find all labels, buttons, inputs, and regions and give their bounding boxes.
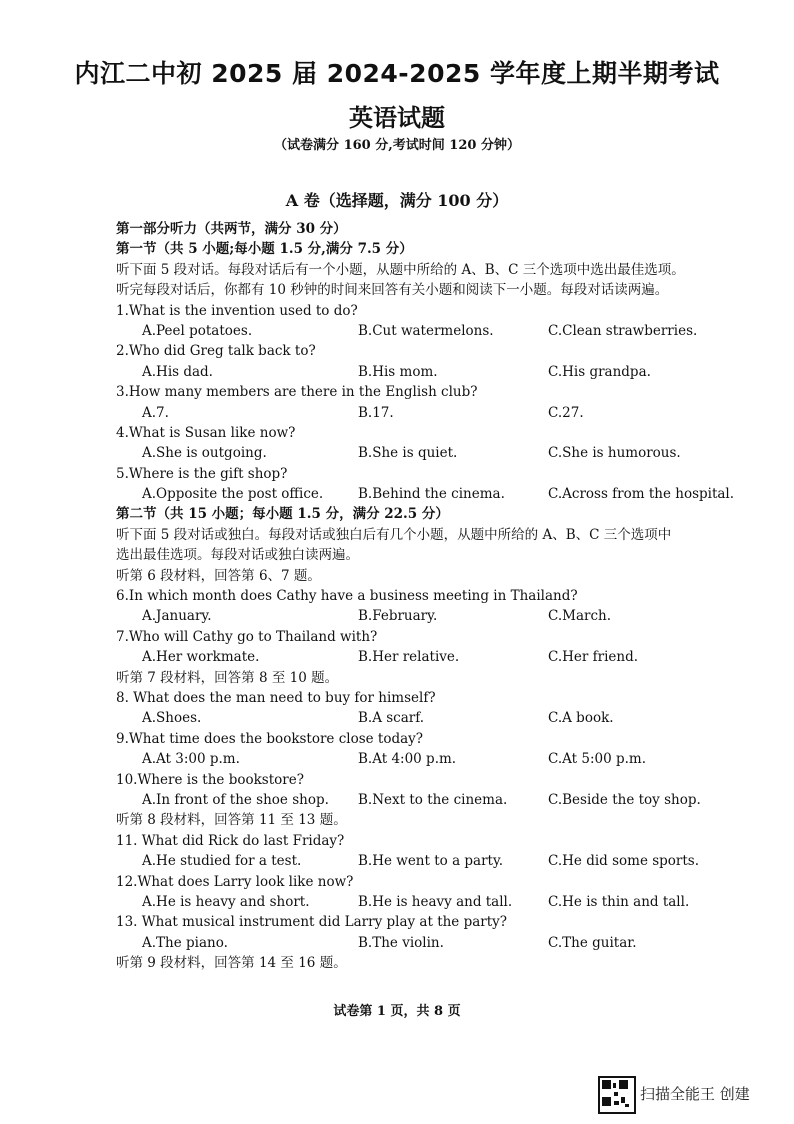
option-c: C.At 5:00 p.m. xyxy=(548,751,647,768)
option-b: B.Next to the cinema. xyxy=(358,791,508,808)
text-line: 听第 8 段材料，回答第 11 至 13 题。 xyxy=(116,812,347,829)
option-a: A.She is outgoing. xyxy=(142,445,267,462)
text-line: 9.What time does the bookstore close today? xyxy=(116,730,424,747)
text-line: 1.What is the invention used to do? xyxy=(116,302,358,319)
exam-note: （试卷满分 160 分,考试时间 120 分钟） xyxy=(274,138,520,153)
option-b: B.His mom. xyxy=(358,363,438,380)
answer-options xyxy=(116,708,736,728)
exam-title: 内江二中初 2025 届 2024-2025 学年度上期半期考试 xyxy=(74,59,720,88)
text-line: 听下面 5 段对话。每段对话后有一个小题，从题中所给的 A、B、C 三个选项中选出最佳选项。 xyxy=(116,261,685,278)
option-b: B.At 4:00 p.m. xyxy=(358,751,457,768)
text-line: 12.What does Larry look like now? xyxy=(116,873,354,890)
option-a: A.Shoes. xyxy=(142,710,202,727)
option-c: C.She is humorous. xyxy=(548,445,681,462)
section-heading: 第二节（共 15 小题；每小题 1.5 分，满分 22.5 分） xyxy=(116,506,449,523)
text-line: 听第 7 段材料，回答第 8 至 10 题。 xyxy=(116,669,339,686)
option-b: B.Cut watermelons. xyxy=(358,322,494,339)
text-line: 听第 6 段材料，回答第 6、7 题。 xyxy=(116,567,321,584)
option-c: C.Beside the toy shop. xyxy=(548,791,701,808)
option-c: C.Clean strawberries. xyxy=(548,322,698,339)
question-list xyxy=(116,219,736,973)
option-b: B.17. xyxy=(358,404,394,421)
text-line: 11. What did Rick do last Friday? xyxy=(116,832,345,849)
option-b: B.He went to a party. xyxy=(358,853,504,870)
option-c: C.He did some sports. xyxy=(548,853,700,870)
exam-subject: 英语试题 xyxy=(349,104,445,132)
option-c: C.Her friend. xyxy=(548,649,639,666)
option-c: C.He is thin and tall. xyxy=(548,893,690,910)
option-a: A.At 3:00 p.m. xyxy=(142,751,240,768)
option-a: A.The piano. xyxy=(142,934,228,951)
answer-options xyxy=(116,647,736,667)
text-line: 6.In which month does Cathy have a business meeting in Thailand? xyxy=(116,588,578,605)
answer-options xyxy=(116,749,736,769)
page-footer: 试卷第 1 页，共 8 页 xyxy=(333,1004,461,1019)
option-c: C.27. xyxy=(548,404,584,421)
option-b: B.The violin. xyxy=(358,934,444,951)
option-c: C.The guitar. xyxy=(548,934,637,951)
text-line: 7.Who will Cathy go to Thailand with? xyxy=(116,628,378,645)
option-c: C.Across from the hospital. xyxy=(548,486,735,503)
option-b: B.A scarf. xyxy=(358,710,425,727)
option-c: C.A book. xyxy=(548,710,614,727)
text-line: 听下面 5 段对话或独白。每段对话或独白后有几个小题，从题中所给的 A、B、C 三个选项中 xyxy=(116,526,672,543)
section-heading: 第一节（共 5 小题;每小题 1.5 分,满分 7.5 分） xyxy=(116,241,413,258)
option-a: A.Her workmate. xyxy=(142,649,260,666)
qr-code-icon xyxy=(598,1076,636,1114)
text-line: 13. What musical instrument did Larry play at the party? xyxy=(116,914,508,931)
scanner-watermark: 扫描全能王 创建 xyxy=(640,1085,750,1103)
answer-options xyxy=(116,443,736,463)
text-line: 3.How many members are there in the English club? xyxy=(116,384,478,401)
answer-options xyxy=(116,851,736,871)
option-a: A.His dad. xyxy=(142,363,213,380)
answer-options xyxy=(116,321,736,341)
option-a: A.He studied for a test. xyxy=(142,853,302,870)
option-c: C.His grandpa. xyxy=(548,363,651,380)
answer-options xyxy=(116,362,736,382)
answer-options xyxy=(116,606,736,626)
answer-options xyxy=(116,892,736,912)
option-b: B.She is quiet. xyxy=(358,445,458,462)
option-a: A.Peel potatoes. xyxy=(142,322,253,339)
answer-options xyxy=(116,484,736,504)
section-a-heading: A 卷（选择题，满分 100 分） xyxy=(285,191,509,210)
option-c: C.March. xyxy=(548,608,612,625)
option-b: B.February. xyxy=(358,608,438,625)
option-b: B.He is heavy and tall. xyxy=(358,893,513,910)
answer-options xyxy=(116,790,736,810)
text-line: 听第 9 段材料，回答第 14 至 16 题。 xyxy=(116,955,347,972)
option-b: B.Behind the cinema. xyxy=(358,486,505,503)
option-a: A.In front of the shoe shop. xyxy=(142,791,329,808)
option-a: A.Opposite the post office. xyxy=(142,486,324,503)
option-a: A.January. xyxy=(142,608,212,625)
answer-options xyxy=(116,403,736,423)
text-line: 10.Where is the bookstore? xyxy=(116,771,304,788)
text-line: 4.What is Susan like now? xyxy=(116,424,296,441)
option-b: B.Her relative. xyxy=(358,649,460,666)
text-line: 选出最佳选项。每段对话或独白读两遍。 xyxy=(116,547,359,564)
answer-options xyxy=(116,933,736,953)
text-line: 5.Where is the gift shop? xyxy=(116,465,288,482)
option-a: A.He is heavy and short. xyxy=(142,893,310,910)
text-line: 2.Who did Greg talk back to? xyxy=(116,343,316,360)
text-line: 8. What does the man need to buy for himself? xyxy=(116,689,436,706)
section-heading: 第一部分听力（共两节，满分 30 分） xyxy=(116,221,347,237)
text-line: 听完每段对话后，你都有 10 秒钟的时间来回答有关小题和阅读下一小题。每段对话读两遍。 xyxy=(116,282,669,299)
option-a: A.7. xyxy=(142,404,169,421)
